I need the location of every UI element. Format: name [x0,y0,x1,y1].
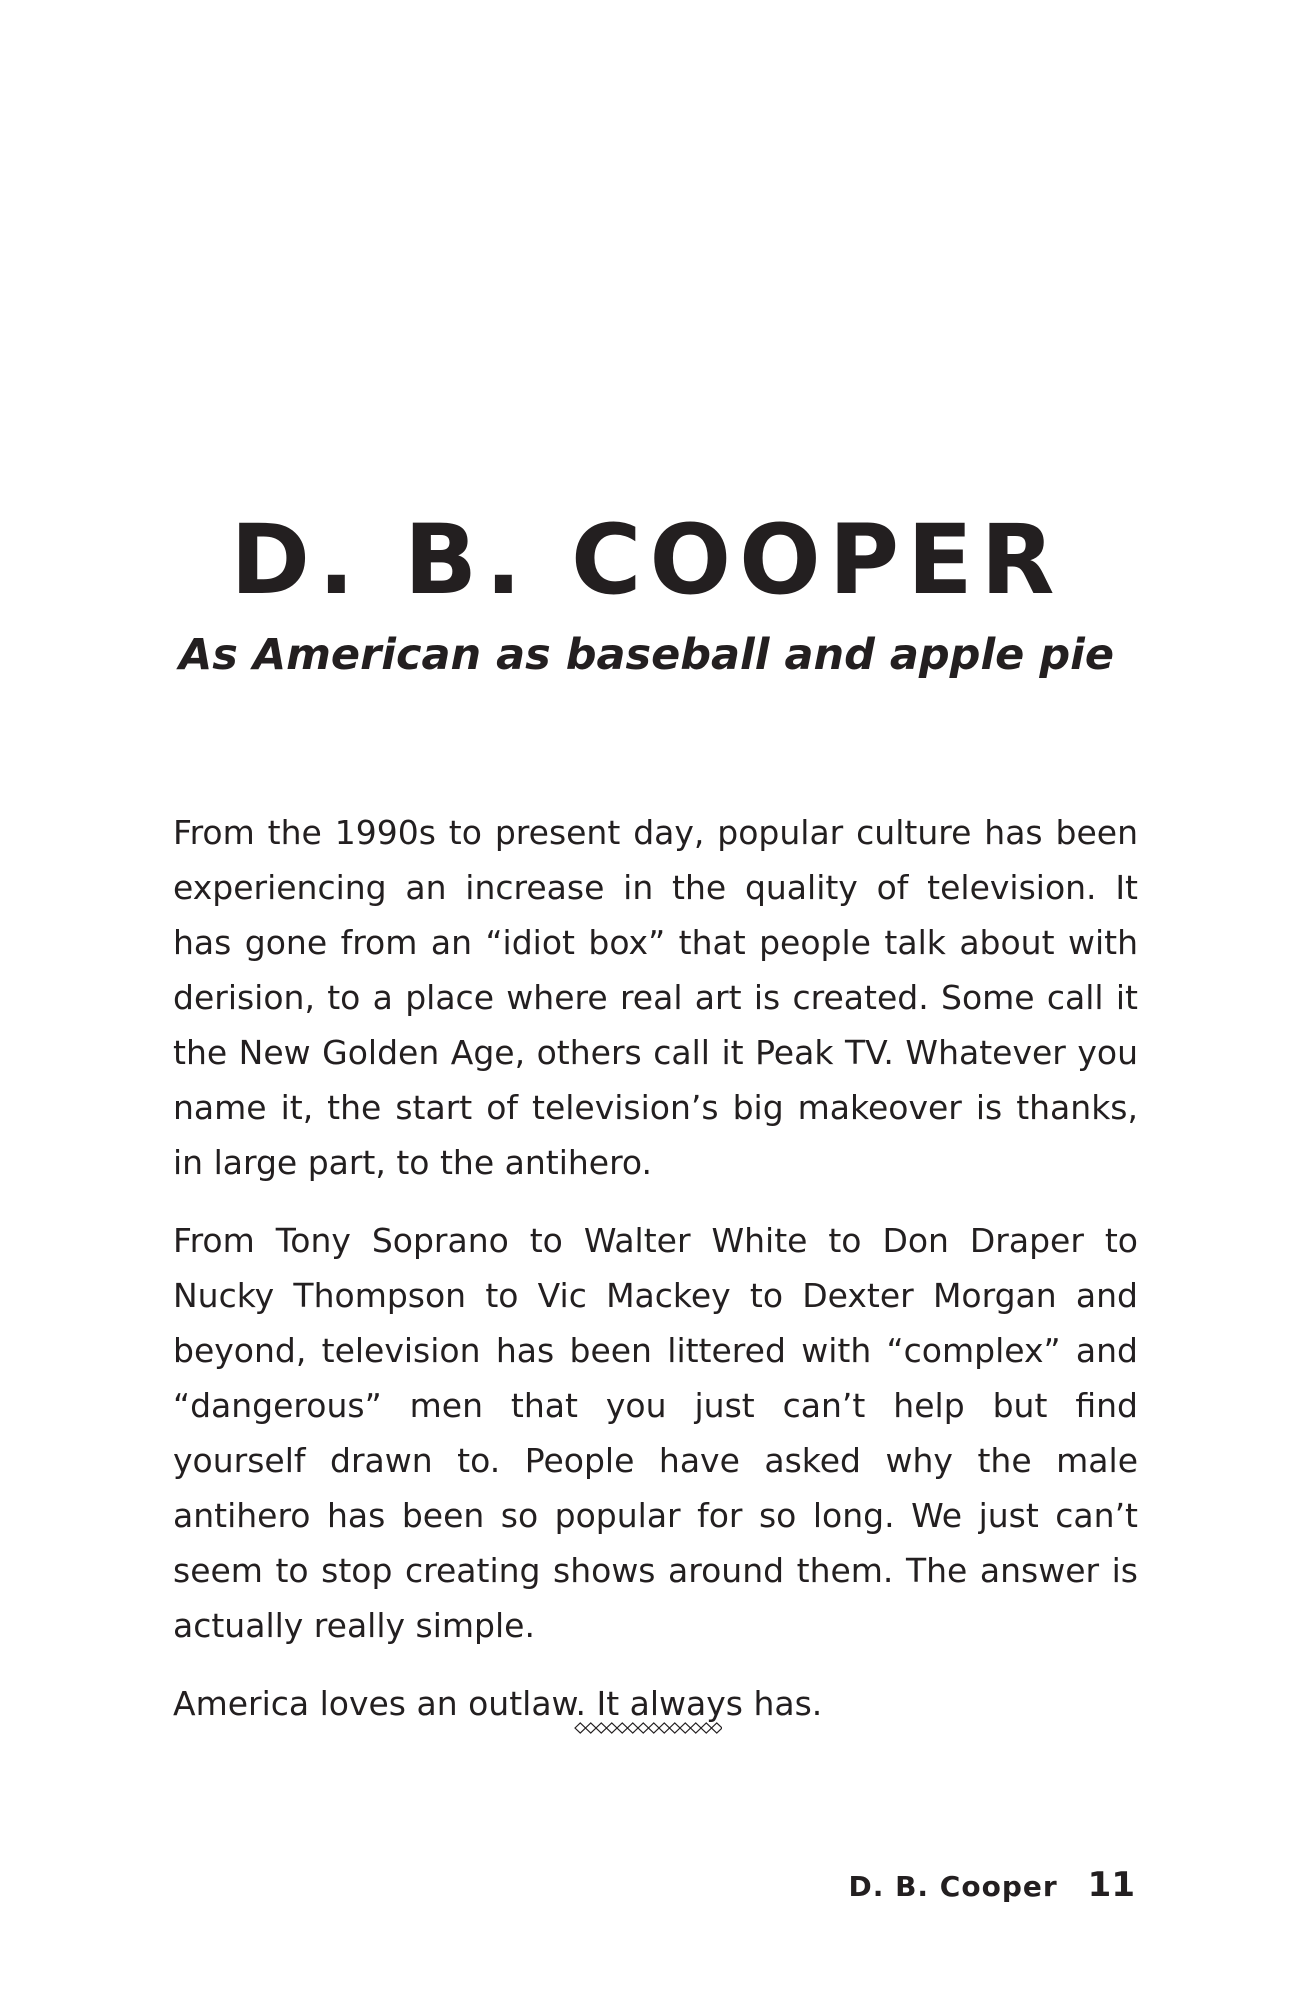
ornament-diamond [659,1723,670,1733]
page-number: 11 [1087,1865,1135,1905]
ornament-diamond [680,1723,691,1733]
section-divider [0,1720,1293,1739]
paragraph: From the 1990s to present day, popular culture has been experiencing an increase in the quality of television. It has gone from an “idiot box” that people talk about with derision, to a place where real art is created. Some call it the New Golden Age, others call it Peak TV. Whatever you name it, the start of television’s big makeover is thanks, in large part, to the antihero. [173,813,1138,1182]
ornament-diamond [638,1723,649,1733]
paragraph: America loves an outlaw. It always has. [173,1684,823,1723]
chapter-title: D. B. COOPER [230,504,1063,616]
ornament-diamond [648,1723,659,1733]
ornament-diamond [606,1723,617,1733]
ornament-diamond [575,1723,586,1733]
ornament-diamond [711,1723,722,1733]
page-footer [848,1865,1135,1907]
paragraph: From Tony Soprano to Walter White to Don Draper to Nucky Thompson to Vic Mackey to Dexter Morgan and beyond, television has been littered with “complex” and “dangerous” men that you just can’t help but find yourself drawn to. People have asked why the male antihero has been so popular for so long. We just can’t seem to stop creating shows around them. The answer is actually really simple. [173,1221,1138,1645]
running-head: D. B. Cooper [848,1870,1058,1903]
diamond-chain-ornament-icon [572,1721,722,1735]
body-text [173,805,1138,1754]
ornament-diamond [585,1723,596,1733]
ornament-diamond [701,1723,712,1733]
chapter-subtitle: As American as baseball and apple pie [178,630,1115,680]
ornament-diamond [627,1723,638,1733]
ornament-diamond [596,1723,607,1733]
ornament-diamond [617,1723,628,1733]
ornament-diamond [669,1723,680,1733]
ornament-diamond [690,1723,701,1733]
